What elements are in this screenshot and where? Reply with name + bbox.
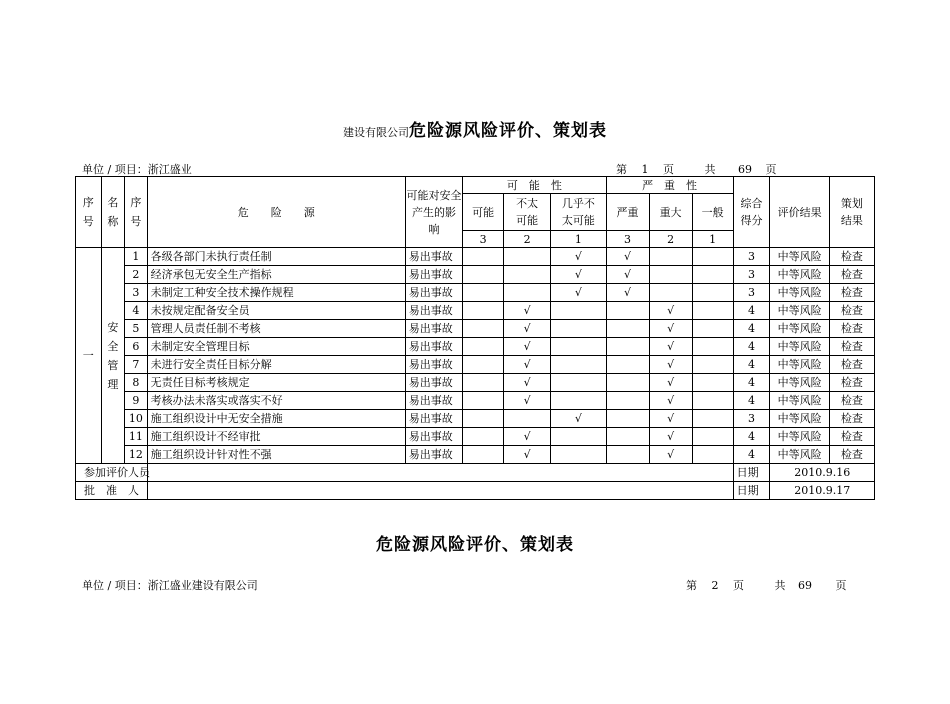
almost-impossible-mark: √ — [551, 410, 606, 428]
severe-mark — [606, 302, 649, 320]
likely-mark — [463, 410, 504, 428]
plan-cell: 检查 — [829, 338, 874, 356]
header-severe: 严重 — [606, 194, 649, 231]
page-number: 2 — [711, 579, 719, 592]
row-number: 1 — [125, 248, 148, 266]
less-likely-mark: √ — [504, 320, 551, 338]
result-cell: 中等风险 — [770, 356, 829, 374]
page-gong: 共 — [704, 163, 716, 176]
likely-mark — [463, 338, 504, 356]
plan-cell: 检查 — [829, 446, 874, 464]
impact-cell: 易出事故 — [405, 410, 462, 428]
header-general-value: 1 — [692, 231, 733, 248]
hazard-cell: 经济承包无安全生产指标 — [147, 266, 405, 284]
participants-row — [76, 464, 875, 482]
result-cell: 中等风险 — [770, 392, 829, 410]
result-cell: 中等风险 — [770, 248, 829, 266]
impact-cell: 易出事故 — [405, 356, 462, 374]
header-likely-value: 3 — [463, 231, 504, 248]
plan-cell: 检查 — [829, 392, 874, 410]
hazard-cell: 未进行安全责任目标分解 — [147, 356, 405, 374]
unit-project-label: 单位 / 项目：浙江盛业 — [82, 163, 192, 176]
page-ye: 页 — [733, 579, 744, 592]
page-total: 69 — [738, 163, 752, 176]
header-result: 评价结果 — [770, 177, 829, 248]
table-row — [76, 302, 875, 320]
major-mark — [649, 284, 692, 302]
less-likely-mark: √ — [504, 338, 551, 356]
score-cell: 4 — [733, 446, 770, 464]
header-number: 序号 — [125, 177, 148, 248]
major-mark: √ — [649, 302, 692, 320]
table-row — [76, 320, 875, 338]
almost-impossible-mark — [551, 374, 606, 392]
group-seq-cell: 一 — [76, 248, 102, 464]
header-less-likely: 不太可能 — [504, 194, 551, 231]
header-general: 一般 — [692, 194, 733, 231]
severe-mark — [606, 320, 649, 338]
almost-impossible-mark — [551, 302, 606, 320]
general-mark — [692, 302, 733, 320]
row-number: 9 — [125, 392, 148, 410]
impact-cell: 易出事故 — [405, 374, 462, 392]
approver-row — [76, 482, 875, 500]
row-number: 4 — [125, 302, 148, 320]
header-name: 名称 — [101, 177, 125, 248]
impact-cell: 易出事故 — [405, 284, 462, 302]
likely-mark — [463, 320, 504, 338]
table-row — [76, 248, 875, 266]
impact-cell: 易出事故 — [405, 320, 462, 338]
plan-cell: 检查 — [829, 266, 874, 284]
date-label: 日期 — [733, 464, 770, 482]
hazard-cell: 施工组织设计中无安全措施 — [147, 410, 405, 428]
result-cell: 中等风险 — [770, 338, 829, 356]
general-mark — [692, 266, 733, 284]
likely-mark — [463, 356, 504, 374]
plan-cell: 检查 — [829, 428, 874, 446]
major-mark: √ — [649, 446, 692, 464]
less-likely-mark — [504, 410, 551, 428]
likely-mark — [463, 392, 504, 410]
page-di: 第 — [686, 579, 697, 592]
risk-table — [75, 176, 875, 500]
header-seq: 序号 — [76, 177, 102, 248]
impact-cell: 易出事故 — [405, 446, 462, 464]
severe-mark — [606, 356, 649, 374]
page-ye: 页 — [663, 163, 674, 176]
almost-impossible-mark — [551, 356, 606, 374]
second-unit-project-label: 单位 / 项目：浙江盛业建设有限公司 — [82, 579, 258, 592]
hazard-cell: 考核办法未落实或落实不好 — [147, 392, 405, 410]
general-mark — [692, 320, 733, 338]
header-severe-value: 3 — [606, 231, 649, 248]
almost-impossible-mark — [551, 446, 606, 464]
impact-cell: 易出事故 — [405, 428, 462, 446]
row-number: 5 — [125, 320, 148, 338]
general-mark — [692, 374, 733, 392]
major-mark: √ — [649, 320, 692, 338]
result-cell: 中等风险 — [770, 266, 829, 284]
plan-cell: 检查 — [829, 374, 874, 392]
severe-mark — [606, 428, 649, 446]
impact-cell: 易出事故 — [405, 392, 462, 410]
result-cell: 中等风险 — [770, 284, 829, 302]
approver-date: 2010.9.17 — [770, 482, 875, 500]
header-likely: 可能 — [463, 194, 504, 231]
plan-cell: 检查 — [829, 320, 874, 338]
participants-value — [147, 464, 733, 482]
header-major: 重大 — [649, 194, 692, 231]
plan-cell: 检查 — [829, 248, 874, 266]
header-impact: 可能对安全产生的影 响 — [405, 177, 462, 248]
hazard-cell: 无责任目标考核规定 — [147, 374, 405, 392]
score-cell: 4 — [733, 320, 770, 338]
page-gong: 共 — [774, 579, 786, 592]
likely-mark — [463, 284, 504, 302]
impact-cell: 易出事故 — [405, 266, 462, 284]
header-less-likely-value: 2 — [504, 231, 551, 248]
less-likely-mark — [504, 266, 551, 284]
almost-impossible-mark — [551, 338, 606, 356]
table-row — [76, 284, 875, 302]
table-row — [76, 338, 875, 356]
row-number: 8 — [125, 374, 148, 392]
header-plan: 策划结果 — [829, 177, 874, 248]
row-number: 6 — [125, 338, 148, 356]
header-hazard: 危 险 源 — [147, 177, 405, 248]
major-mark: √ — [649, 428, 692, 446]
row-number: 2 — [125, 266, 148, 284]
header-almost-value: 1 — [551, 231, 606, 248]
severe-mark: √ — [606, 248, 649, 266]
hazard-cell: 施工组织设计不经审批 — [147, 428, 405, 446]
table-row — [76, 356, 875, 374]
hazard-cell: 施工组织设计针对性不强 — [147, 446, 405, 464]
almost-impossible-mark — [551, 428, 606, 446]
score-cell: 4 — [733, 302, 770, 320]
row-number: 10 — [125, 410, 148, 428]
result-cell: 中等风险 — [770, 320, 829, 338]
major-mark: √ — [649, 392, 692, 410]
result-cell: 中等风险 — [770, 374, 829, 392]
general-mark — [692, 392, 733, 410]
header-score: 综合得分 — [733, 177, 770, 248]
hazard-cell: 未按规定配备安全员 — [147, 302, 405, 320]
less-likely-mark: √ — [504, 374, 551, 392]
plan-cell: 检查 — [829, 302, 874, 320]
general-mark — [692, 248, 733, 266]
header-major-value: 2 — [649, 231, 692, 248]
approver-value — [147, 482, 733, 500]
almost-impossible-mark: √ — [551, 284, 606, 302]
header-almost-impossible: 几乎不太可能 — [551, 194, 606, 231]
impact-cell: 易出事故 — [405, 248, 462, 266]
header-severity-group: 严 重 性 — [606, 177, 733, 194]
general-mark — [692, 428, 733, 446]
severe-mark: √ — [606, 284, 649, 302]
general-mark — [692, 410, 733, 428]
score-cell: 4 — [733, 428, 770, 446]
score-cell: 4 — [733, 356, 770, 374]
less-likely-mark: √ — [504, 446, 551, 464]
result-cell: 中等风险 — [770, 302, 829, 320]
plan-cell: 检查 — [829, 356, 874, 374]
row-number: 3 — [125, 284, 148, 302]
participants-date: 2010.9.16 — [770, 464, 875, 482]
page-total: 69 — [798, 579, 812, 592]
general-mark — [692, 338, 733, 356]
likely-mark — [463, 446, 504, 464]
severe-mark — [606, 410, 649, 428]
row-number: 11 — [125, 428, 148, 446]
hazard-cell: 管理人员责任制不考核 — [147, 320, 405, 338]
less-likely-mark: √ — [504, 302, 551, 320]
page-ye2: 页 — [765, 163, 777, 176]
page-ye2: 页 — [835, 579, 847, 592]
score-cell: 3 — [733, 266, 770, 284]
impact-cell: 易出事故 — [405, 338, 462, 356]
date-label: 日期 — [733, 482, 770, 500]
almost-impossible-mark: √ — [551, 266, 606, 284]
almost-impossible-mark — [551, 392, 606, 410]
almost-impossible-mark — [551, 320, 606, 338]
second-document-title: 危险源风险评价、策划表 — [376, 535, 574, 555]
likely-mark — [463, 374, 504, 392]
score-cell: 4 — [733, 338, 770, 356]
page-number: 1 — [641, 163, 649, 176]
table-row — [76, 392, 875, 410]
result-cell: 中等风险 — [770, 428, 829, 446]
severe-mark: √ — [606, 266, 649, 284]
likely-mark — [463, 266, 504, 284]
title-main: 危险源风险评价、策划表 — [409, 121, 607, 141]
hazard-cell: 未制定工种安全技术操作规程 — [147, 284, 405, 302]
general-mark — [692, 284, 733, 302]
result-cell: 中等风险 — [770, 446, 829, 464]
major-mark: √ — [649, 338, 692, 356]
plan-cell: 检查 — [829, 410, 874, 428]
header-likelihood-group: 可 能 性 — [463, 177, 606, 194]
table-row — [76, 446, 875, 464]
less-likely-mark — [504, 284, 551, 302]
score-cell: 3 — [733, 284, 770, 302]
score-cell: 3 — [733, 410, 770, 428]
likely-mark — [463, 428, 504, 446]
title-prefix: 建设有限公司 — [343, 126, 409, 139]
likely-mark — [463, 248, 504, 266]
approver-label: 批 准 人 — [76, 482, 148, 500]
likely-mark — [463, 302, 504, 320]
document-title — [0, 116, 950, 141]
page-di: 第 — [616, 163, 627, 176]
general-mark — [692, 446, 733, 464]
page-indicator — [616, 161, 777, 177]
table-row — [76, 428, 875, 446]
almost-impossible-mark: √ — [551, 248, 606, 266]
second-page-indicator — [686, 577, 847, 593]
major-mark: √ — [649, 410, 692, 428]
hazard-cell: 各级各部门未执行责任制 — [147, 248, 405, 266]
severe-mark — [606, 338, 649, 356]
score-cell: 4 — [733, 392, 770, 410]
score-cell: 3 — [733, 248, 770, 266]
major-mark — [649, 266, 692, 284]
less-likely-mark: √ — [504, 428, 551, 446]
score-cell: 4 — [733, 374, 770, 392]
hazard-cell: 未制定安全管理目标 — [147, 338, 405, 356]
plan-cell: 检查 — [829, 284, 874, 302]
major-mark: √ — [649, 356, 692, 374]
major-mark: √ — [649, 374, 692, 392]
row-number: 7 — [125, 356, 148, 374]
table-row — [76, 266, 875, 284]
participants-label: 参加评价人员 — [76, 464, 148, 482]
severe-mark — [606, 392, 649, 410]
less-likely-mark — [504, 248, 551, 266]
major-mark — [649, 248, 692, 266]
severe-mark — [606, 446, 649, 464]
impact-cell: 易出事故 — [405, 302, 462, 320]
table-row — [76, 374, 875, 392]
less-likely-mark: √ — [504, 392, 551, 410]
general-mark — [692, 356, 733, 374]
less-likely-mark: √ — [504, 356, 551, 374]
severe-mark — [606, 374, 649, 392]
row-number: 12 — [125, 446, 148, 464]
group-name-cell: 安全管理 — [101, 248, 125, 464]
table-row — [76, 410, 875, 428]
result-cell: 中等风险 — [770, 410, 829, 428]
